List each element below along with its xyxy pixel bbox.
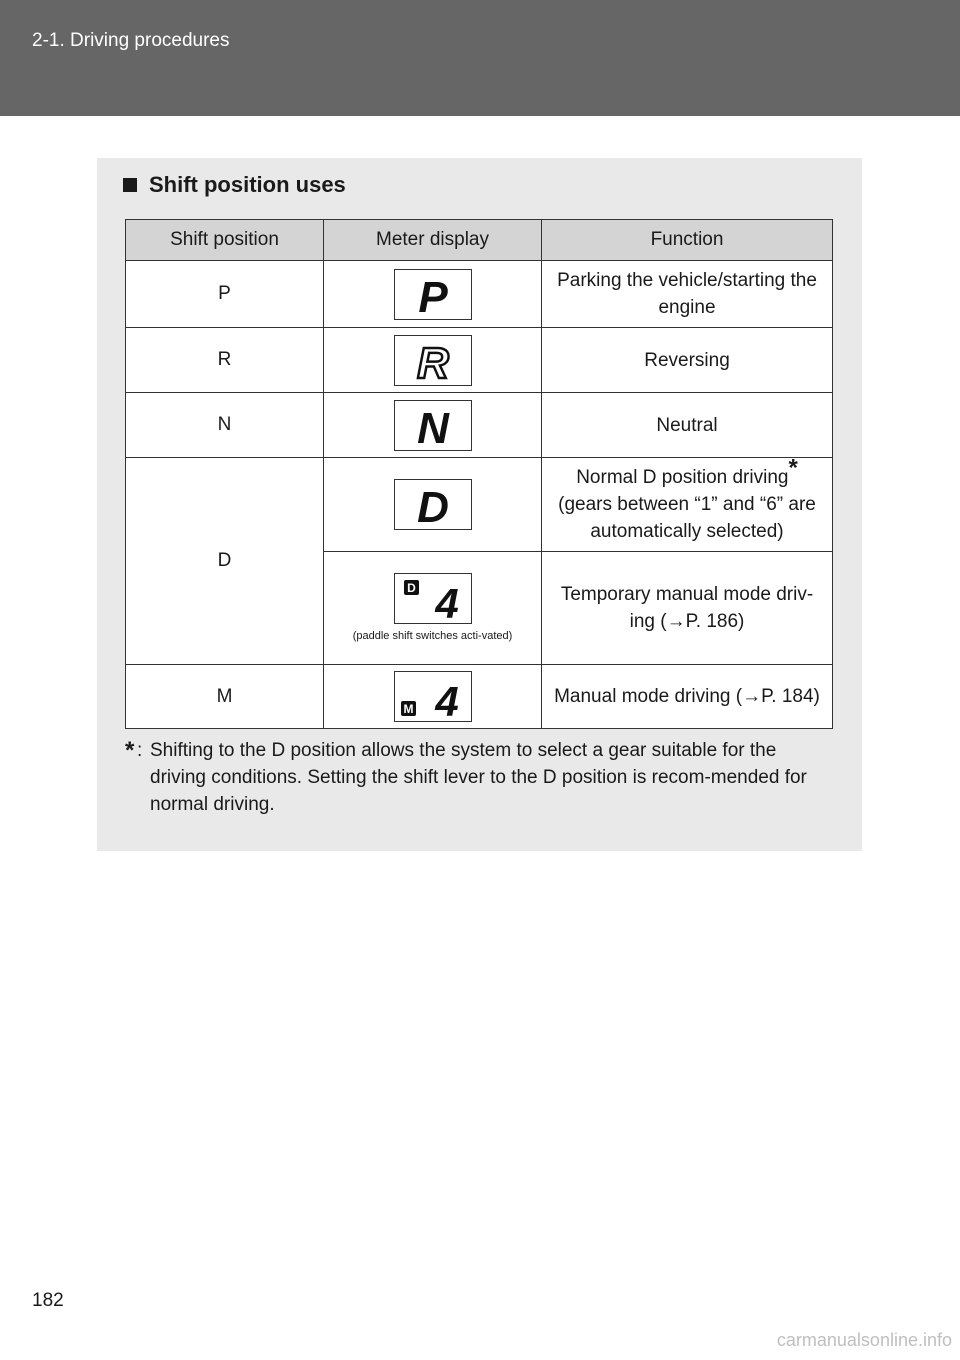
table-row <box>126 458 833 552</box>
meter-display-cell <box>324 665 542 729</box>
footnote-colon: : <box>137 740 143 761</box>
square-bullet-icon <box>123 178 137 192</box>
column-header: Function <box>542 220 833 261</box>
svg-text:4: 4 <box>434 580 459 623</box>
section-title <box>123 172 346 198</box>
section-title-text: Shift position uses <box>149 172 346 197</box>
shift-position-table <box>125 219 833 729</box>
function-cell: Reversing <box>542 328 833 393</box>
lcd-gear-icon <box>394 400 472 451</box>
lcd-gear-icon <box>394 671 472 722</box>
function-detail-text: (gears between “1” and “6” are automatically selected) <box>558 494 816 542</box>
watermark: carmanualsonline.info <box>776 1330 952 1350</box>
svg-text:R: R <box>416 338 449 385</box>
svg-text:M: M <box>403 702 413 716</box>
function-cell <box>542 454 833 552</box>
page-number: 182 <box>32 1290 64 1311</box>
svg-text:D: D <box>416 483 449 529</box>
paddle-shift-note: (paddle shift switches acti-vated) <box>352 630 513 642</box>
table-row <box>126 328 833 393</box>
svg-text:N: N <box>416 403 449 450</box>
meter-display-cell <box>324 552 542 665</box>
table-row <box>126 665 833 729</box>
lcd-gear-icon <box>394 269 472 320</box>
svg-text:4: 4 <box>434 678 459 721</box>
shift-position-cell: P <box>126 261 324 328</box>
meter-display-cell <box>324 393 542 458</box>
table-row <box>126 261 833 328</box>
footnote-text: Shifting to the D position allows the system to select a gear suitable for the driving conditions. Setting the shift lever to the D position is recom-mended for normal driving. <box>150 740 807 815</box>
table-header-row <box>126 220 833 261</box>
meter-display-cell <box>324 458 542 552</box>
svg-text:D: D <box>406 581 416 595</box>
section-breadcrumb: 2-1. Driving procedures <box>32 30 230 51</box>
meter-display-cell <box>324 261 542 328</box>
lcd-gear-icon <box>394 335 472 386</box>
lcd-gear-icon <box>394 573 472 624</box>
column-header: Shift position <box>126 220 324 261</box>
shift-position-cell: N <box>126 393 324 458</box>
function-cell: Parking the vehicle/starting the engine <box>542 261 833 328</box>
content-panel <box>97 158 862 851</box>
svg-text:P: P <box>417 272 448 319</box>
table-row <box>126 393 833 458</box>
function-cell: Neutral <box>542 393 833 458</box>
shift-position-cell: R <box>126 328 324 393</box>
footnote <box>125 737 833 818</box>
function-main-text: Normal D position driving <box>576 467 789 488</box>
page-header <box>0 0 960 116</box>
function-cell: Manual mode driving (→P. 184) <box>542 665 833 729</box>
shift-position-cell: D <box>126 458 324 665</box>
footnote-mark: * <box>125 737 135 764</box>
meter-display-cell <box>324 328 542 393</box>
function-cell: Temporary manual mode driv-ing (→P. 186) <box>542 552 833 665</box>
column-header: Meter display <box>324 220 542 261</box>
lcd-gear-icon <box>394 479 472 530</box>
shift-position-cell: M <box>126 665 324 729</box>
footnote-mark: * <box>788 454 798 482</box>
